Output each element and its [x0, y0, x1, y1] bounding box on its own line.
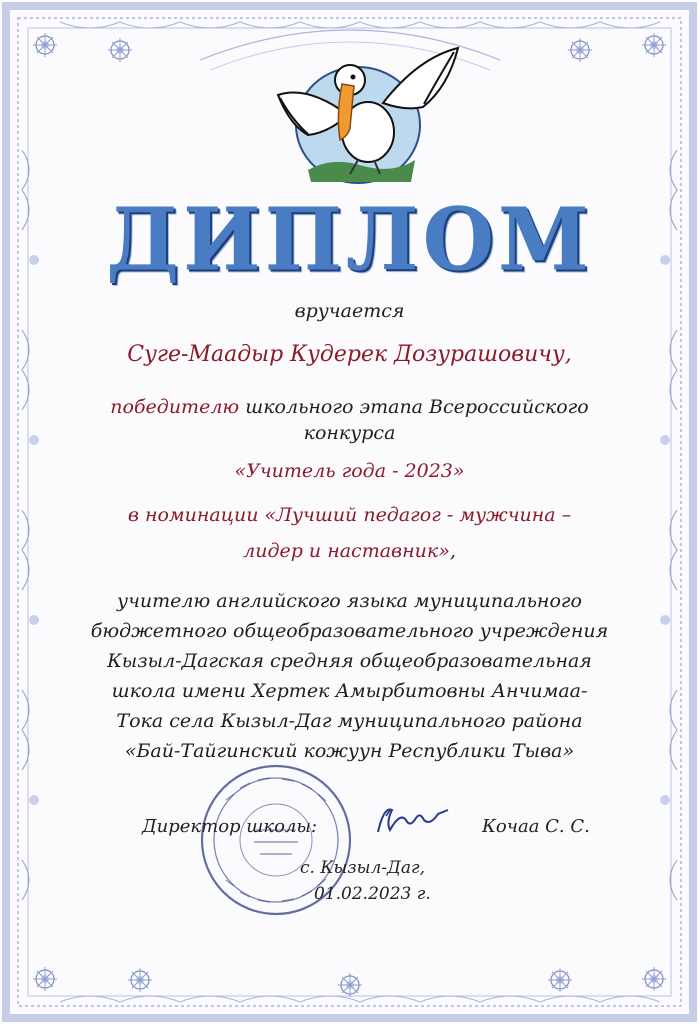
position-line-2: бюджетного общеобразовательного учреждения — [90, 620, 609, 642]
nomination-line-1: в номинации «Лучший педагог - мужчина – — [127, 504, 572, 526]
handwritten-signature — [372, 802, 452, 842]
winner-line — [60, 396, 639, 418]
position-line-5: Тока села Кызыл-Даг муниципального района — [116, 710, 583, 732]
contest-name: «Учитель года - 2023» — [234, 460, 465, 482]
winner-word: победителю — [110, 396, 240, 418]
place-text: с. Кызыл-Даг, — [300, 858, 425, 878]
position-line-1: учителю английского языка муниципального — [117, 590, 582, 612]
pelican-emblem — [258, 40, 468, 190]
diploma-title: ДИПЛОМ — [106, 189, 593, 291]
recipient-name: Суге-Маадыр Кудерек Дозурашовичу, — [127, 342, 572, 367]
signature-name: Кочаа С. С. — [482, 816, 590, 837]
nomination-line-2-text: лидер и наставник» — [243, 540, 450, 562]
winner-rest: школьного этапа Всероссийского — [239, 396, 589, 418]
date-text: 01.02.2023 г. — [314, 884, 431, 904]
nomination-comma: , — [449, 540, 456, 562]
signature-label: Директор школы: — [142, 816, 318, 837]
position-line-3: Кызыл-Дагская средняя общеобразовательная — [107, 650, 592, 672]
contest-word: конкурса — [303, 422, 396, 444]
position-line-4: школа имени Хертек Амырбитовны Анчимаа- — [111, 680, 588, 702]
nomination-line-2 — [60, 540, 639, 562]
position-line-6: «Бай-Тайгинский кожуун Республики Тыва» — [124, 740, 575, 762]
awarded-text: вручается — [294, 300, 405, 322]
